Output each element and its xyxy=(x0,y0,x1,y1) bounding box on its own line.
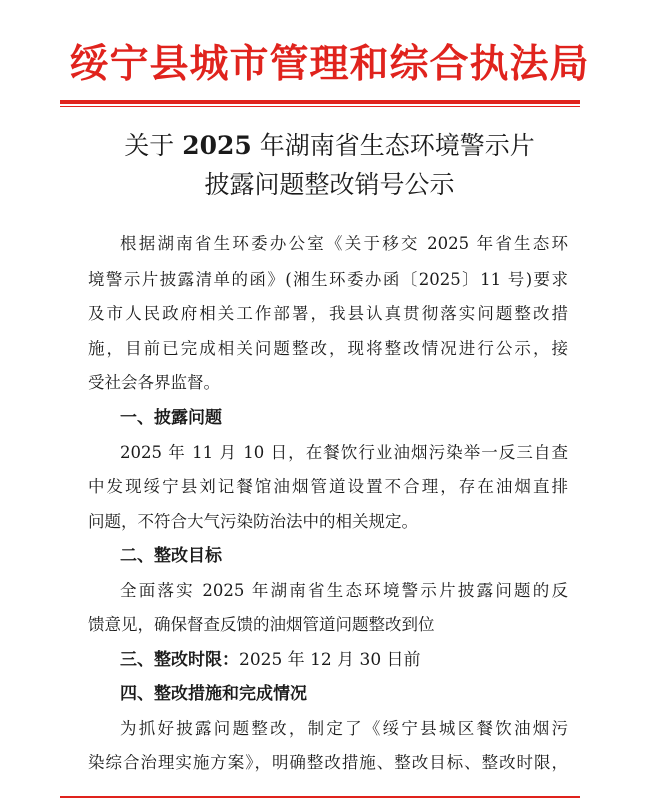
intro-line-5: 受社会各界监督。 xyxy=(88,373,220,392)
title-year: 2025 xyxy=(182,131,252,160)
document-title-line-1 xyxy=(0,128,659,164)
document-title-line-2: 披露问题整改销号公示 xyxy=(204,170,455,199)
intro-line-4: 施，目前已完成相关问题整改，现将整改情况进行公示，接 xyxy=(88,339,568,358)
intro-line-1: 根据湖南省生环委办公室《关于移交 2025 年省生态环 xyxy=(120,234,568,253)
section-1-heading: 一、披露问题 xyxy=(120,408,222,428)
section-3-heading-label: 三、整改时限： xyxy=(120,650,239,670)
section-2-line-2: 馈意见，确保督查反馈的油烟管道问题整改到位 xyxy=(88,615,435,634)
section-4-line-2: 染综合治理实施方案》，明确整改措施、整改目标、整改时限， xyxy=(88,753,568,772)
intro-line-2: 境警示片披露清单的函》(湘生环委办函〔2025〕11 号)要求 xyxy=(88,270,568,289)
footer-red-rule xyxy=(60,796,580,798)
title-prefix: 关于 xyxy=(124,131,175,160)
section-2-heading: 二、整改目标 xyxy=(120,546,222,566)
section-3-deadline-value: 2025 年 12 月 30 日前 xyxy=(239,650,421,670)
header-red-rule-thin xyxy=(60,106,580,107)
header-red-rule-thick xyxy=(60,100,580,104)
section-1-line-3: 问题，不符合大气污染防治法中的相关规定。 xyxy=(88,512,418,531)
org-header-title: 绥宁县城市管理和综合执法局 xyxy=(69,41,590,87)
section-3-heading xyxy=(120,645,421,675)
title-suffix: 年湖南省生态环境警示片 xyxy=(259,131,535,160)
intro-line-3: 及市人民政府相关工作部署，我县认真贯彻落实问题整改措 xyxy=(88,304,568,323)
section-4-line-1: 为抓好披露问题整改，制定了《绥宁县城区餐饮油烟污 xyxy=(120,719,568,738)
section-2-line-1: 全面落实 2025 年湖南省生态环境警示片披露问题的反 xyxy=(120,581,568,600)
section-1-line-1: 2025 年 11 月 10 日，在餐饮行业油烟污染举一反三自查 xyxy=(120,443,568,462)
section-4-heading: 四、整改措施和完成情况 xyxy=(120,684,307,704)
section-1-line-2: 中发现绥宁县刘记餐馆油烟管道设置不合理，存在油烟直排 xyxy=(88,477,568,496)
